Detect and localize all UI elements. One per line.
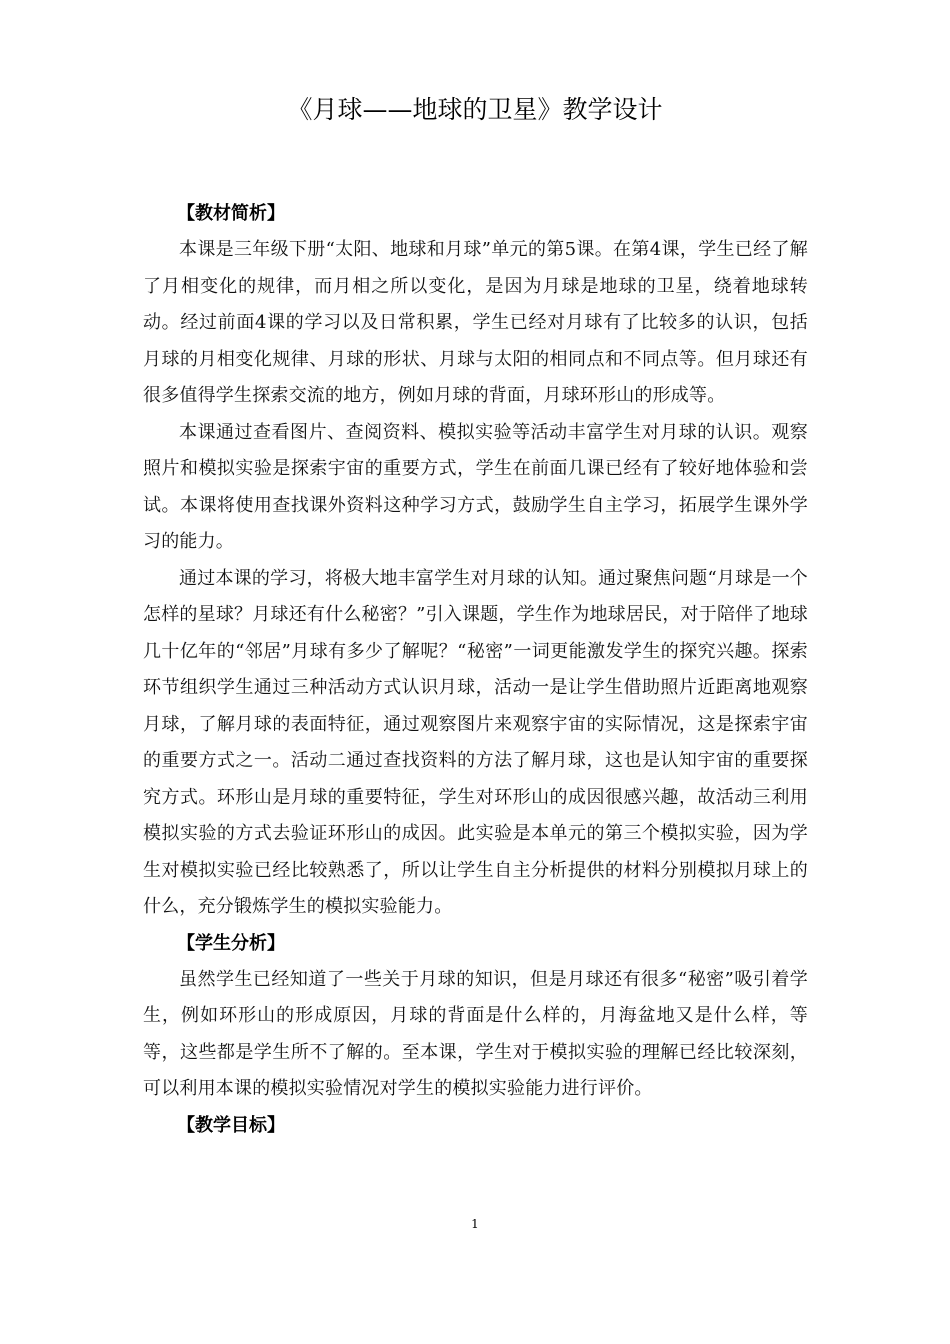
- section-teaching-goals: [143, 1108, 808, 1144]
- section-textbook-analysis: [143, 196, 808, 926]
- paragraph: 本课是三年级下册“太阳、地球和月球”单元的第5课。在第4课，学生已经了解了月相变化的规律，而月相之所以变化，是因为月球是地球的卫星，绕着地球转动。经过前面4课的学习以及日常积累，学生已经对月球有了比较多的认识，包括月球的月相变化规律、月球的形状、月球与太阳的相同点和不同点等。但月球还有很多值得学生探索交流的地方，例如月球的背面，月球环形山的形成等。: [143, 239, 808, 406]
- paragraph: 虽然学生已经知道了一些关于月球的知识，但是月球还有很多“秘密”吸引着学生，例如环形山的形成原因，月球的背面是什么样的，月海盆地又是什么样，等等，这些都是学生所不了解的。至本课，学生对于模拟实验的理解已经比较深刻，可以利用本课的模拟实验情况对学生的模拟实验能力进行评价。: [143, 968, 808, 1099]
- page-number: 1: [471, 1217, 479, 1231]
- document-body: [143, 196, 808, 1144]
- section-student-analysis: [143, 926, 808, 1108]
- paragraph: 通过本课的学习，将极大地丰富学生对月球的认知。通过聚焦问题“月球是一个怎样的星球？月球还有什么秘密？”引入课题，学生作为地球居民，对于陪伴了地球几十亿年的“邻居”月球有多少了解呢？“秘密”一词更能激发学生的探究兴趣。探索环节组织学生通过三种活动方式认识月球，活动一是让学生借助照片近距离地观察月球，了解月球的表面特征，通过观察图片来观察宇宙的实际情况，这是探索宇宙的重要方式之一。活动二通过查找资料的方法了解月球，这也是认知宇宙的重要探究方式。环形山是月球的重要特征，学生对环形山的成因很感兴趣，故活动三利用模拟实验的方式去验证环形山的成因。此实验是本单元的第三个模拟实验，因为学生对模拟实验已经比较熟悉了，所以让学生自主分析提供的材料分别模拟月球上的什么，充分锻炼学生的模拟实验能力。: [143, 567, 808, 917]
- document-title: 《月球——地球的卫星》教学设计: [287, 95, 663, 124]
- paragraph: 本课通过查看图片、查阅资料、模拟实验等活动丰富学生对月球的认识。观察照片和模拟实验是探索宇宙的重要方式，学生在前面几课已经有了较好地体验和尝试。本课将使用查找课外资料这种学习方式，鼓励学生自主学习，拓展学生课外学习的能力。: [143, 421, 808, 552]
- section-heading-student-analysis: 【学生分析】: [177, 932, 285, 954]
- section-heading-textbook-analysis: 【教材简析】: [177, 203, 285, 224]
- section-heading-teaching-goals: 【教学目标】: [177, 1114, 285, 1136]
